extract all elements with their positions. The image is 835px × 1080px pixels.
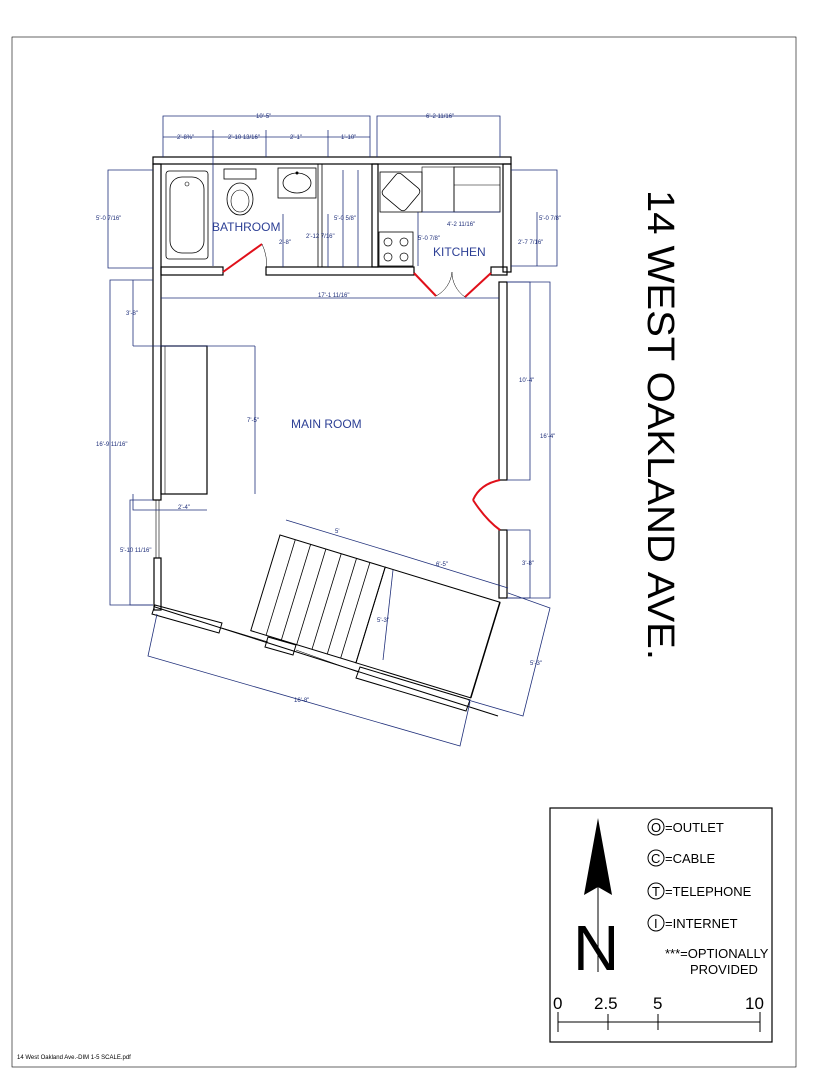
scale-label-10: 10 (745, 994, 764, 1013)
room-label-main: MAIN ROOM (291, 417, 362, 431)
room-label-kitchen: KITCHEN (433, 245, 486, 259)
legend-telephone: =TELEPHONE (665, 884, 752, 899)
room-label-bathroom: BATHROOM (212, 220, 281, 234)
dim-left-top: 3'-8" (126, 311, 138, 317)
dim-kitchen-inner: 4'-2 11/16" (447, 222, 476, 228)
dim-main-width: 17'-1 11/16" (318, 293, 350, 299)
scale-bar (558, 1012, 760, 1032)
dim-closet-w: 2'-4" (178, 505, 190, 511)
dim-kitchen-top: 6'-2 11/16" (426, 114, 455, 120)
scale-label-0: 0 (553, 994, 563, 1013)
dim-top-b: 2'-10 13/16" (228, 135, 260, 141)
dim-stairs-mid: 6'-5" (436, 562, 448, 568)
dim-top-total: 10'-5" (256, 114, 272, 120)
telephone-symbol: T (652, 884, 660, 899)
dim-closet-h: 7'-5" (247, 418, 259, 424)
scale-label-5: 5 (653, 994, 663, 1013)
address-title: 14 WEST OAKLAND AVE. (639, 190, 681, 637)
dimension-lines (108, 116, 557, 746)
legend-internet: =INTERNET (665, 916, 738, 931)
north-label: N (573, 912, 620, 984)
legend-box (550, 808, 772, 1042)
dim-kitchen-right: 5'-0 7/8" (539, 216, 561, 222)
dim-right-bottom: 3'-8" (522, 561, 534, 567)
dim-right-total: 16'-4" (540, 434, 556, 440)
dim-top-d: 1'-10" (341, 135, 357, 141)
cable-symbol: C (651, 851, 661, 866)
walls (152, 157, 511, 716)
dim-left-total: 16'-9 11/16" (96, 442, 128, 448)
footer-filename: 14 West Oakland Ave.-DIM 1-5 SCALE.pdf (17, 1055, 131, 1061)
legend-cable: =CABLE (665, 851, 716, 866)
dim-top-c: 2'-1" (290, 135, 302, 141)
legend-outlet: =OUTLET (665, 820, 724, 835)
internet-symbol: I (654, 916, 658, 931)
stairs (251, 535, 500, 698)
dim-bath-door: 2'-8" (279, 240, 291, 246)
legend-optional-line1: ***=OPTIONALLY (665, 946, 769, 961)
dim-bath-left: 5'-0 7/16" (96, 216, 122, 222)
doors (223, 244, 500, 530)
legend-optional-line2: PROVIDED (690, 962, 758, 977)
dim-stairs-depth: 5'-3" (377, 618, 389, 624)
dim-stairs-right: 5'-3" (530, 661, 542, 667)
dim-kitchen-stove: 5'-0 7/8" (418, 236, 440, 242)
dim-bath-sink: 2'-12 7/16" (306, 234, 335, 240)
dim-top-a: 2'-8⅜" (177, 135, 194, 141)
dim-kitchen-right2: 2'-7 7/16" (518, 240, 544, 246)
dim-bottom-total: 16'-8" (294, 698, 310, 704)
dim-bath-mid: 5'-0 5/8" (334, 216, 356, 222)
outlet-symbol: O (651, 820, 662, 835)
dim-left-bottom: 5'-10 11/16" (120, 548, 152, 554)
scale-label-2-5: 2.5 (594, 994, 618, 1013)
dim-stairs-top: 5' (335, 529, 340, 535)
dim-right-door: 10'-4" (519, 378, 535, 384)
